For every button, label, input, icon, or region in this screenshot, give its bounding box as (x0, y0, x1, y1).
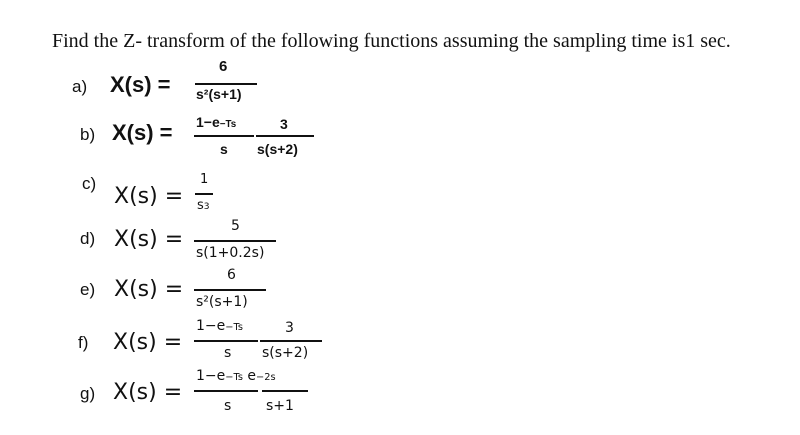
numerator-a: 6 (219, 58, 228, 75)
numerator-d: 5 (231, 218, 240, 234)
denominator-b-2: s(s+2) (257, 141, 298, 157)
denominator-a: s²(s+1) (196, 86, 242, 102)
fraction-bar-g-2 (262, 390, 308, 392)
denominator-g-2: s+1 (266, 398, 294, 414)
lhs-g: X(s) = (113, 380, 183, 405)
denominator-f-1: s (224, 345, 232, 361)
numerator-f-1: $1-e^{-Ts}$ (196, 318, 243, 334)
item-label-g: g) (80, 384, 96, 403)
denominator-b-1: s (220, 141, 228, 157)
denominator-d: s(1+0.2s) (196, 245, 265, 261)
denominator-c: $s^3$ (197, 198, 210, 213)
lhs-b: X(s) = (112, 120, 173, 145)
numerator-b-1: $1-e^{-Ts}$ (196, 114, 237, 130)
item-label-b: b) (80, 125, 96, 144)
item-label-e: e) (80, 280, 96, 299)
lhs-d: X(s) = (114, 227, 184, 252)
fraction-bar-a (195, 83, 257, 85)
numerator-b-2: 3 (280, 116, 288, 132)
numerator-c: 1 (200, 172, 209, 187)
problem-title: Find the Z- transform of the following functions assuming the sampling time is1 sec. (52, 30, 731, 52)
fraction-bar-b-1 (194, 135, 254, 137)
lhs-e: X(s) = (114, 277, 184, 302)
denominator-g-1: s (224, 398, 232, 414)
numerator-e: 6 (227, 267, 236, 283)
fraction-bar-c (195, 193, 213, 195)
item-label-a: a) (72, 77, 88, 96)
fraction-bar-d (194, 240, 276, 242)
numerator-g-1: $1-e^{-Ts}$ $e^{-2s}$ (196, 368, 276, 384)
lhs-a: X(s) = (110, 72, 171, 97)
lhs-f: X(s) = (113, 330, 183, 355)
item-label-d: d) (80, 229, 96, 248)
item-label-c: c) (82, 174, 97, 193)
lhs-c: X(s) = (114, 184, 184, 209)
denominator-f-2: s(s+2) (262, 345, 309, 361)
denominator-e: s²(s+1) (196, 294, 248, 310)
fraction-bar-f-2 (260, 340, 322, 342)
fraction-bar-f-1 (194, 340, 258, 342)
numerator-f-2: 3 (285, 320, 294, 336)
fraction-bar-e (194, 289, 266, 291)
fraction-bar-g-1 (194, 390, 258, 392)
item-label-f: f) (78, 333, 89, 352)
fraction-bar-b-2 (256, 135, 314, 137)
